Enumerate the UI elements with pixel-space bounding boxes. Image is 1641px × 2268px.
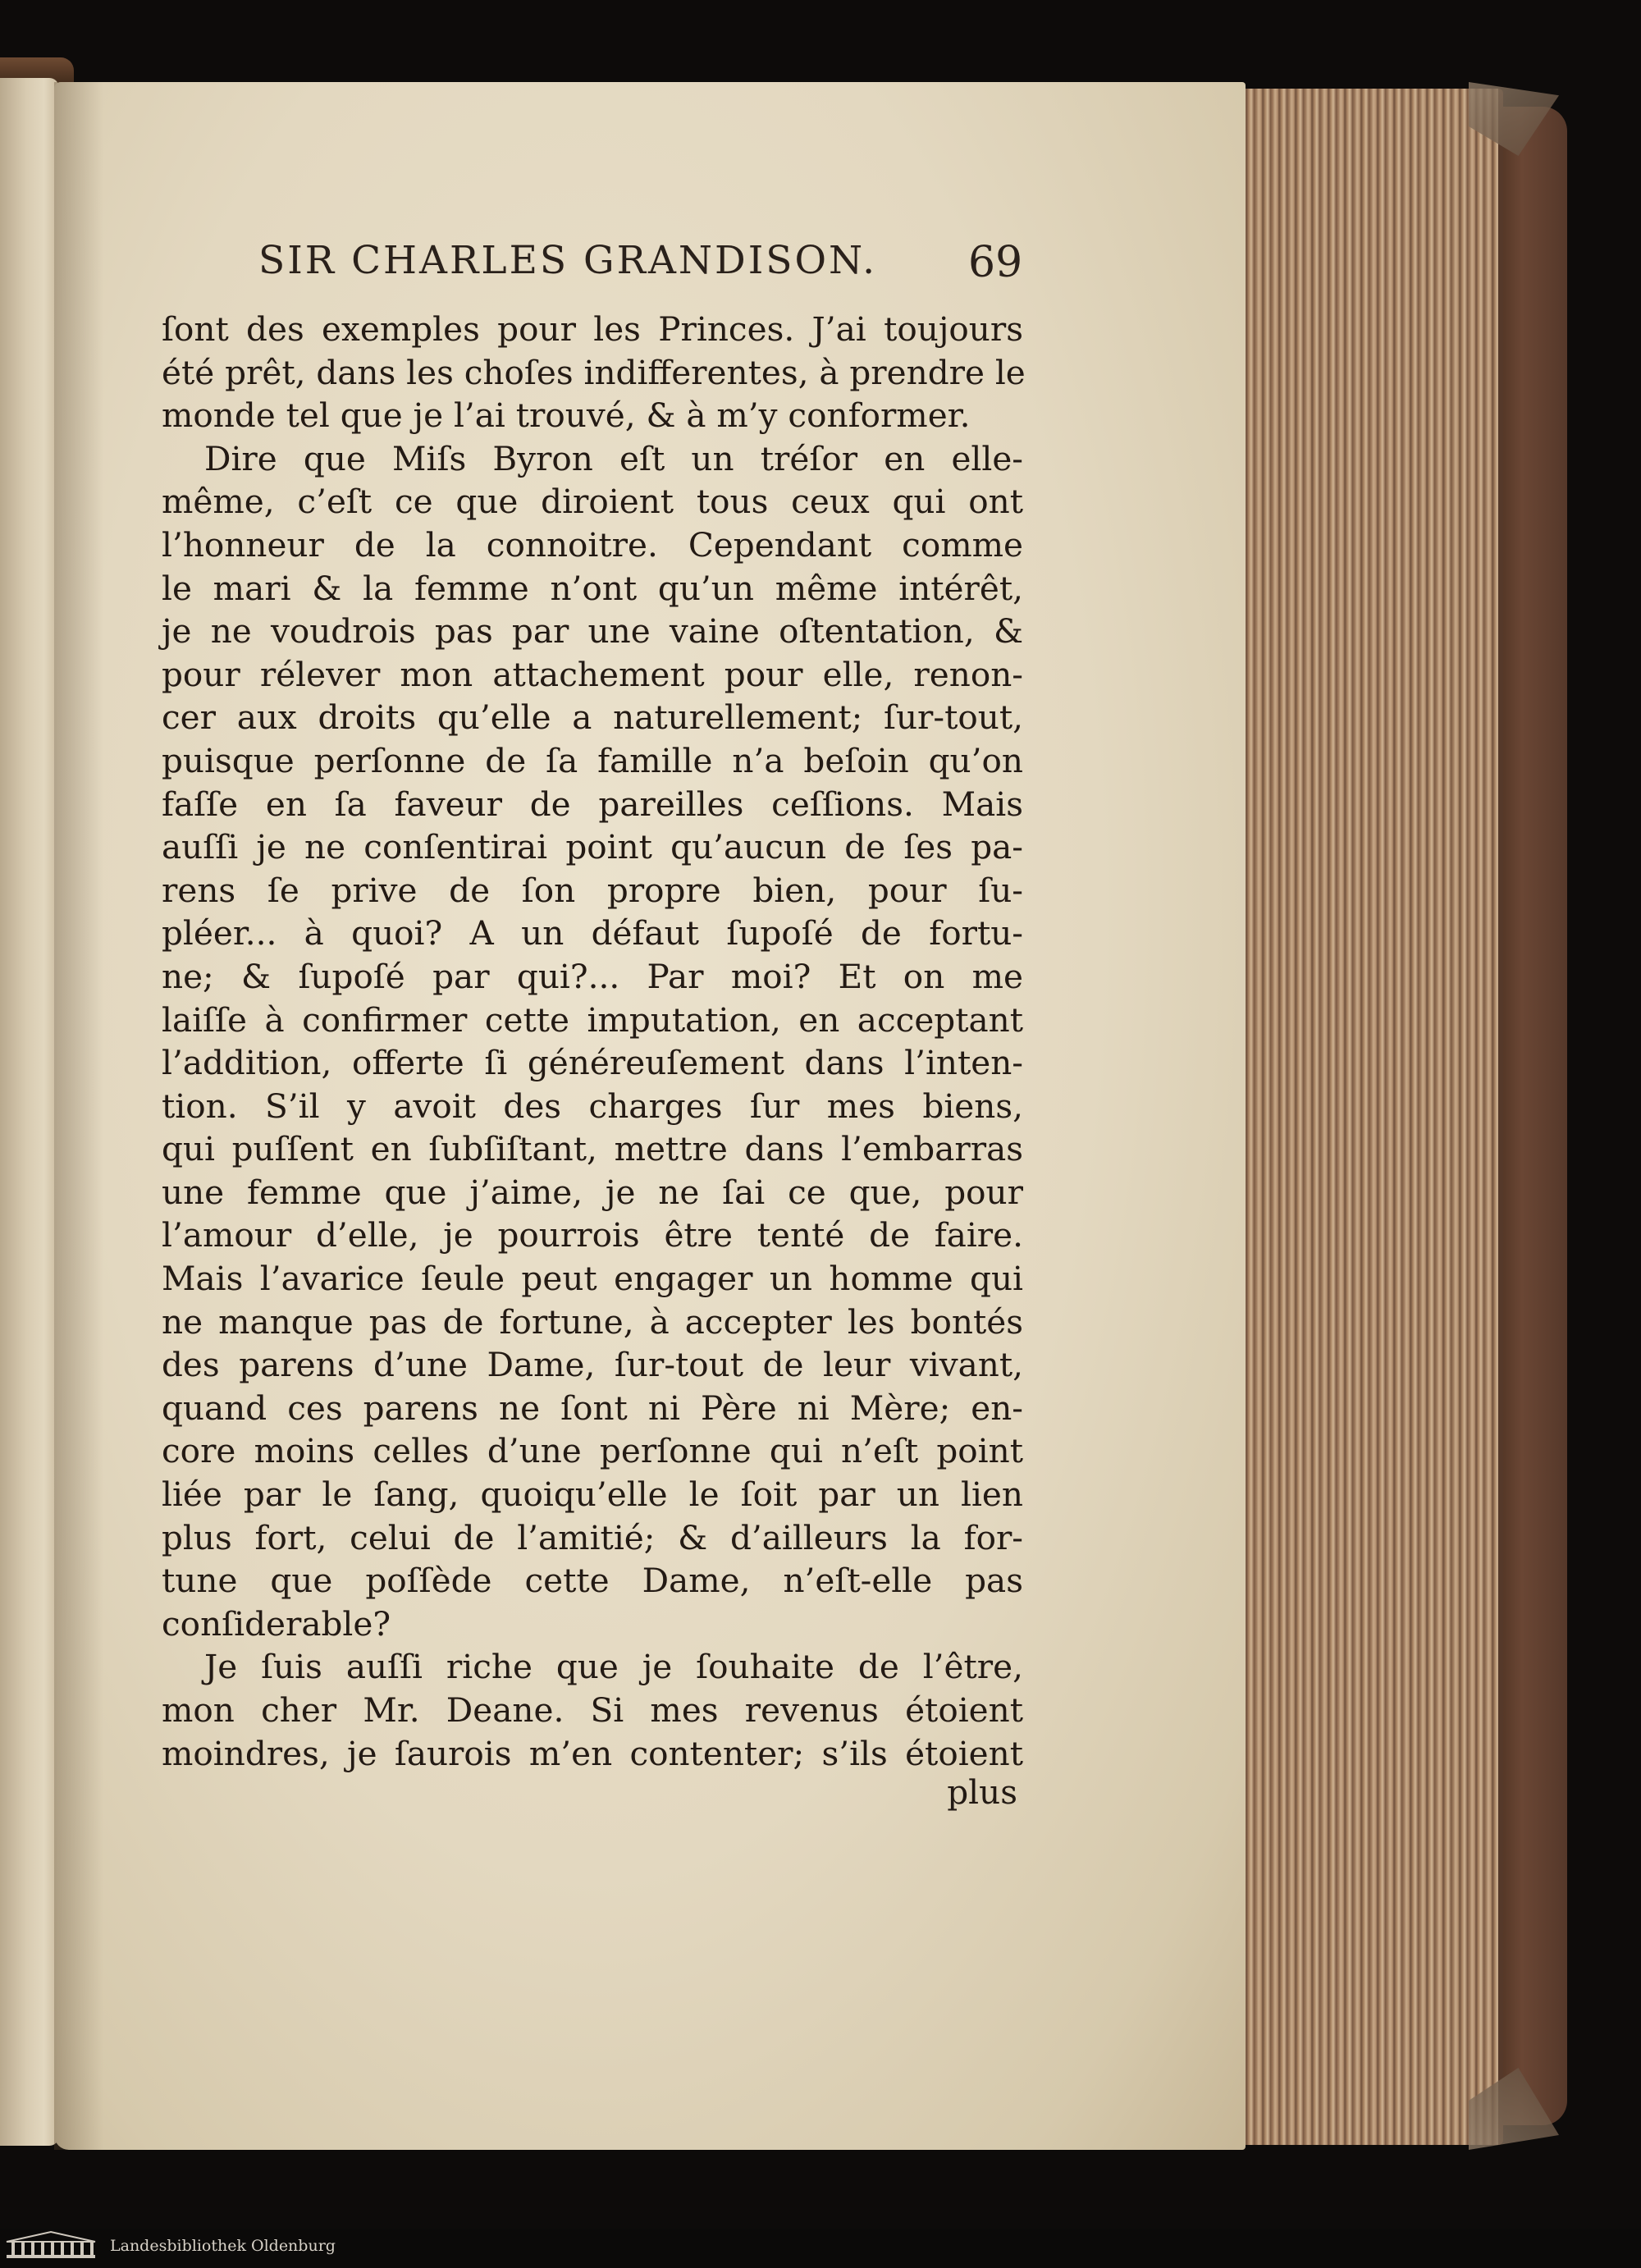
body-text: [162, 308, 1026, 1775]
text-line: Je ſuis auſſi riche que je ſouhaite de l’être,: [204, 1647, 1023, 1687]
text-line: une femme que j’aime, je ne ſai ce que, pour: [162, 1172, 1023, 1212]
text-line: été prêt, dans les choſes indifferentes, à prendre le: [162, 352, 1026, 392]
text-line: ne manque pas de fortune, à accepter les bontés: [162, 1301, 1023, 1342]
running-head-title: SIR CHARLES GRANDISON.: [258, 238, 878, 283]
catchword: plus: [947, 1772, 1017, 1812]
text-line: Mais l’avarice ſeule peut engager un homme qui: [162, 1259, 1023, 1299]
library-building-icon: [5, 2230, 97, 2263]
text-line: tion. S’il y avoit des charges ſur mes biens,: [162, 1086, 1023, 1126]
text-line: faſſe en ſa faveur de pareilles ceſſions. Mais: [162, 784, 1023, 824]
text-line: ne; & ſupoſé par qui?... Par moi? Et on me: [162, 956, 1023, 996]
text-line: l’amour d’elle, je pourrois être tenté de faire.: [162, 1215, 1023, 1255]
text-line: conſiderable?: [162, 1603, 391, 1644]
text-line: mon cher Mr. Deane. Si mes revenus étoient: [162, 1690, 1023, 1730]
gutter-shadow: [54, 82, 103, 2150]
text-line: qui puſſent en ſubſiſtant, mettre dans l’embarras: [162, 1129, 1023, 1169]
page-number: 69: [968, 238, 1023, 287]
text-line: monde tel que je l’ai trouvé, & à m’y conformer.: [162, 396, 971, 436]
text-line: Dire que Miſs Byron eſt un tréſor en elle-: [204, 438, 1023, 478]
text-line: quand ces parens ne ſont ni Père ni Mère; en-: [162, 1388, 1023, 1428]
text-line: puisque perſonne de ſa famille n’a beſoin qu’on: [162, 740, 1023, 780]
page-block-fore-edge: [1237, 89, 1503, 2145]
text-line: auſſi je ne conſentirai point qu’aucun de ſes pa-: [162, 827, 1023, 867]
text-line: rens ſe prive de ſon propre bien, pour ſu-: [162, 870, 1023, 910]
text-line: l’addition, offerte ſi généreuſement dans l’inten-: [162, 1043, 1023, 1083]
text-line: liée par le ſang, quoiqu’elle le ſoit par un lien: [162, 1475, 1023, 1515]
text-line: des parens d’une Dame, ſur-tout de leur vivant,: [162, 1345, 1023, 1385]
text-line: pour rélever mon attachement pour elle, renon-: [162, 654, 1023, 694]
text-line: je ne voudrois pas par une vaine oſtentation, &: [162, 611, 1023, 652]
text-line: laiſſe à confirmer cette imputation, en acceptant: [162, 999, 1023, 1040]
text-line: ſont des exemples pour les Princes. J’ai toujours: [162, 309, 1023, 349]
text-line: plus fort, celui de l’amitié; & d’ailleurs la for-: [162, 1517, 1023, 1557]
text-line: le mari & la femme n’ont qu’un même intérêt,: [162, 568, 1023, 608]
text-line: moindres, je ſaurois m’en contenter; s’ils étoient: [162, 1733, 1023, 1773]
text-line: core moins celles d’une perſonne qui n’eſt point: [162, 1431, 1023, 1471]
text-line: tune que poſſède cette Dame, n’eſt-elle pas: [162, 1561, 1023, 1601]
text-line: l’honneur de la connoitre. Cependant comme: [162, 524, 1023, 565]
text-line: même, c’eſt ce que diroient tous ceux qui ont: [162, 482, 1023, 522]
text-line: cer aux droits qu’elle a naturellement; ſur-tout,: [162, 697, 1023, 738]
text-line: pléer... à quoi? A un défaut ſupoſé de fortu-: [162, 913, 1023, 953]
left-page-edge: [0, 78, 59, 2146]
footer-institution: Landesbibliothek Oldenburg: [110, 2237, 336, 2255]
